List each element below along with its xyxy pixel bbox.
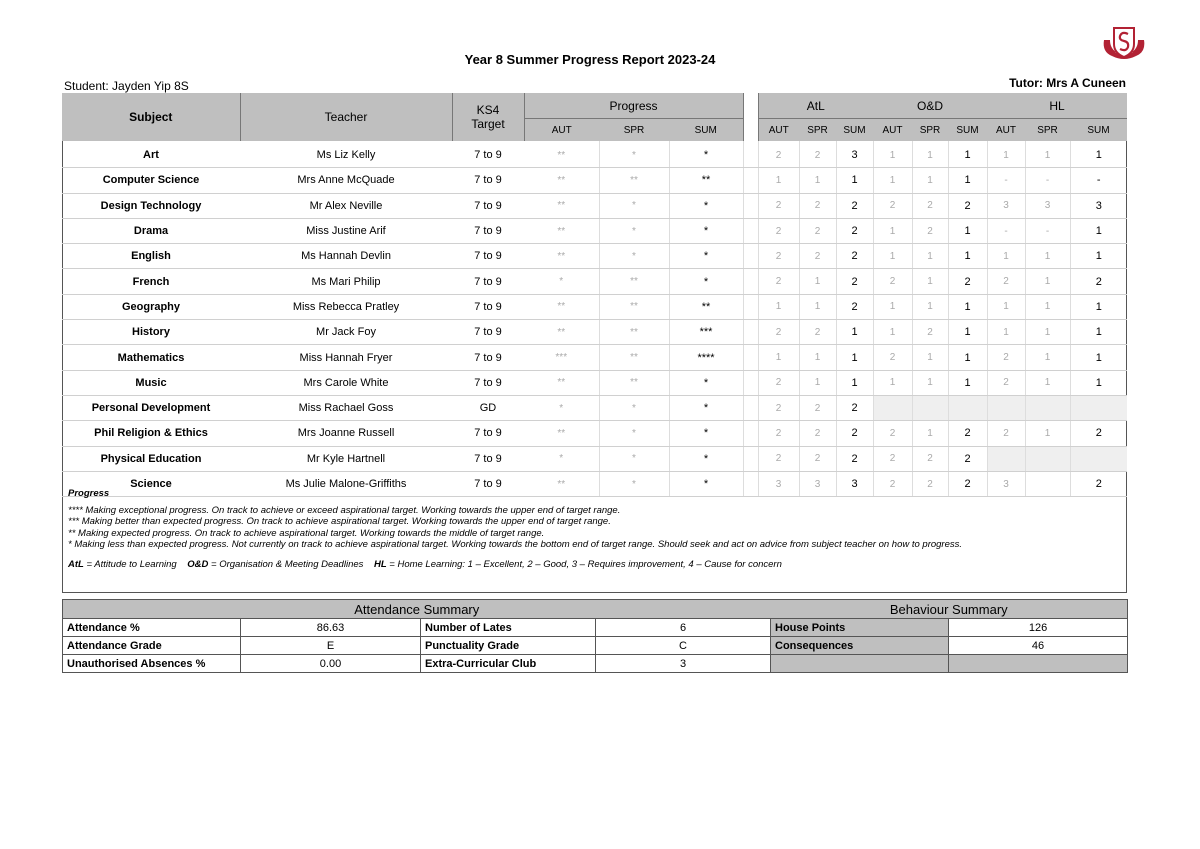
hl-spr-cell: 1 [1025,244,1070,269]
od-sum-cell: 1 [948,244,987,269]
school-crest-icon [1100,22,1148,64]
summary-table [62,599,1128,673]
od-aut-cell: 1 [873,168,912,193]
atl-aut-cell: 2 [758,269,799,294]
od-spr-cell: 1 [912,294,948,319]
progress-aut-cell: ** [524,370,599,395]
atl-aut-cell: 1 [758,168,799,193]
header-atl: AtL [758,93,873,119]
od-spr-cell: 1 [912,269,948,294]
student-name: Student: Jayden Yip 8S [64,79,189,93]
behaviour-empty-label [771,655,949,673]
progress-sum-cell: * [669,395,743,420]
consequences-label: Consequences [771,637,949,655]
progress-spr-cell: ** [599,294,669,319]
club-label: Extra-Curricular Club [421,655,596,673]
atl-aut-cell: 2 [758,421,799,446]
header-subject: Subject [62,93,240,141]
hl-sum-cell: 2 [1070,471,1127,496]
progress-aut-cell: ** [524,218,599,243]
atl-sum-cell: 3 [836,471,873,496]
hl-sum-cell: 1 [1070,244,1127,269]
target-cell: 7 to 9 [452,244,524,269]
table-row [62,218,1127,243]
subject-cell: English [62,244,240,269]
hl-spr-cell [1025,446,1070,471]
hl-spr-cell [1025,395,1070,420]
target-cell: GD [452,395,524,420]
hl-sum-cell: 1 [1070,345,1127,370]
teacher-cell: Mrs Anne McQuade [240,168,452,193]
hl-spr-cell: 1 [1025,345,1070,370]
od-aut-cell: 1 [873,218,912,243]
od-aut-cell: 1 [873,244,912,269]
teacher-cell: Ms Liz Kelly [240,141,452,168]
hl-sum-cell: 1 [1070,370,1127,395]
hl-aut-cell: 2 [987,345,1025,370]
atl-spr-cell: 2 [799,193,836,218]
atl-aut-cell: 2 [758,395,799,420]
teacher-cell: Mr Kyle Hartnell [240,446,452,471]
table-row [62,269,1127,294]
progress-spr-cell: ** [599,269,669,294]
subject-cell: Drama [62,218,240,243]
progress-sum-cell: * [669,370,743,395]
subheader-od-aut: AUT [873,119,912,142]
hl-aut-cell: 1 [987,141,1025,168]
progress-sum-cell: * [669,193,743,218]
gap-cell [743,193,758,218]
header-gap [743,93,758,141]
od-sum-cell: 2 [948,471,987,496]
table-row [62,168,1127,193]
progress-aut-cell: ** [524,471,599,496]
hl-aut-cell: 1 [987,294,1025,319]
subheader-progress-sum: SUM [669,119,743,142]
atl-spr-cell: 1 [799,269,836,294]
legend-abbreviations: AtL = Attitude to Learning O&D = Organisation & Meeting Deadlines HL = Home Learning: 1 – Excellent, 2 – Good, 3 – Requires improvement, 4 – Cause for concern [68,558,782,570]
subheader-hl-sum: SUM [1070,119,1127,142]
od-spr-cell: 2 [912,471,948,496]
od-spr-cell: 1 [912,370,948,395]
progress-spr-cell: * [599,193,669,218]
gap-cell [743,421,758,446]
od-sum-cell: 1 [948,168,987,193]
atl-spr-cell: 1 [799,168,836,193]
attendance-summary-heading: Attendance Summary [63,600,771,619]
progress-spr-cell: * [599,446,669,471]
target-cell: 7 to 9 [452,370,524,395]
target-cell: 7 to 9 [452,471,524,496]
hl-aut-cell: - [987,168,1025,193]
teacher-cell: Mr Jack Foy [240,320,452,345]
atl-spr-cell: 2 [799,218,836,243]
atl-spr-cell: 2 [799,244,836,269]
hl-sum-cell: - [1070,168,1127,193]
hl-aut-cell [987,395,1025,420]
od-sum-cell: 1 [948,370,987,395]
od-sum-cell: 2 [948,446,987,471]
attendance-grade-label: Attendance Grade [63,637,241,655]
gap-cell [743,218,758,243]
subject-cell: Geography [62,294,240,319]
od-sum-cell: 1 [948,320,987,345]
od-sum-cell: 1 [948,345,987,370]
gap-cell [743,269,758,294]
hl-spr-cell: - [1025,218,1070,243]
gap-cell [743,168,758,193]
progress-sum-cell: * [669,244,743,269]
progress-table [62,93,1127,497]
od-spr-cell: 2 [912,218,948,243]
teacher-cell: Ms Mari Philip [240,269,452,294]
progress-aut-cell: ** [524,244,599,269]
hl-sum-cell [1070,446,1127,471]
target-cell: 7 to 9 [452,345,524,370]
legend [68,488,1118,570]
legend-line-4star: **** Making exceptional progress. On track to achieve or exceed aspirational target. Working towards the upper end of target range. [68,504,621,516]
progress-aut-cell: ** [524,294,599,319]
header-od: O&D [873,93,987,119]
lates-label: Number of Lates [421,619,596,637]
gap-cell [743,320,758,345]
teacher-cell: Miss Hannah Fryer [240,345,452,370]
target-cell: 7 to 9 [452,193,524,218]
hl-spr-cell: 1 [1025,421,1070,446]
atl-spr-cell: 1 [799,294,836,319]
progress-spr-cell: ** [599,345,669,370]
target-cell: 7 to 9 [452,168,524,193]
hl-sum-cell [1070,395,1127,420]
progress-spr-cell: * [599,395,669,420]
hl-spr-cell: 3 [1025,193,1070,218]
table-row [62,345,1127,370]
attendance-label: Attendance % [63,619,241,637]
gap-cell [743,370,758,395]
teacher-cell: Mrs Carole White [240,370,452,395]
od-spr-cell [912,395,948,420]
atl-spr-cell: 2 [799,395,836,420]
od-sum-cell: 2 [948,193,987,218]
od-aut-cell: 1 [873,141,912,168]
progress-aut-cell: * [524,269,599,294]
atl-spr-cell: 1 [799,345,836,370]
target-cell: 7 to 9 [452,421,524,446]
header-ks4-target: KS4 Target [452,93,524,141]
header-teacher: Teacher [240,93,452,141]
subheader-hl-spr: SPR [1025,119,1070,142]
od-aut-cell: 2 [873,269,912,294]
teacher-cell: Mrs Joanne Russell [240,421,452,446]
atl-aut-cell: 1 [758,345,799,370]
subject-cell: History [62,320,240,345]
progress-sum-cell: *** [669,320,743,345]
atl-sum-cell: 3 [836,141,873,168]
target-cell: 7 to 9 [452,446,524,471]
progress-sum-cell: * [669,218,743,243]
attendance-value: 86.63 [241,619,421,637]
progress-sum-cell: * [669,471,743,496]
atl-sum-cell: 1 [836,168,873,193]
hl-aut-cell: 2 [987,269,1025,294]
subject-cell: Personal Development [62,395,240,420]
atl-sum-cell: 2 [836,269,873,294]
target-cell: 7 to 9 [452,218,524,243]
od-aut-cell: 2 [873,345,912,370]
punctuality-label: Punctuality Grade [421,637,596,655]
subject-cell: Art [62,141,240,168]
od-sum-cell: 1 [948,218,987,243]
od-spr-cell: 1 [912,244,948,269]
od-aut-cell: 2 [873,446,912,471]
progress-aut-cell: ** [524,193,599,218]
legend-heading: Progress [68,488,110,499]
atl-sum-cell: 1 [836,370,873,395]
progress-aut-cell: *** [524,345,599,370]
od-sum-cell [948,395,987,420]
progress-spr-cell: * [599,244,669,269]
atl-aut-cell: 2 [758,244,799,269]
punctuality-value: C [596,637,771,655]
table-row [62,395,1127,420]
hl-aut-cell: 3 [987,471,1025,496]
table-row [62,421,1127,446]
table-row [62,320,1127,345]
progress-sum-cell: ** [669,168,743,193]
atl-sum-cell: 2 [836,395,873,420]
atl-sum-cell: 2 [836,244,873,269]
subheader-od-sum: SUM [948,119,987,142]
teacher-cell: Miss Justine Arif [240,218,452,243]
unauthorised-absences-value: 0.00 [241,655,421,673]
table-row [62,446,1127,471]
header-progress: Progress [524,93,743,119]
target-cell: 7 to 9 [452,294,524,319]
target-cell: 7 to 9 [452,320,524,345]
hl-aut-cell: 1 [987,320,1025,345]
subheader-hl-aut: AUT [987,119,1025,142]
progress-spr-cell: * [599,471,669,496]
hl-spr-cell: 1 [1025,370,1070,395]
hl-sum-cell: 2 [1070,421,1127,446]
progress-sum-cell: * [669,269,743,294]
atl-sum-cell: 2 [836,421,873,446]
progress-aut-cell: ** [524,141,599,168]
atl-sum-cell: 2 [836,218,873,243]
behaviour-empty-value [949,655,1128,673]
progress-spr-cell: ** [599,370,669,395]
progress-aut-cell: * [524,446,599,471]
hl-spr-cell: 1 [1025,269,1070,294]
progress-aut-cell: * [524,395,599,420]
behaviour-summary-heading: Behaviour Summary [771,600,1128,619]
subject-cell: Phil Religion & Ethics [62,421,240,446]
gap-cell [743,294,758,319]
subheader-progress-spr: SPR [599,119,669,142]
subject-cell: Computer Science [62,168,240,193]
legend-line-1star: * Making less than expected progress. Not currently on track to achieve aspirational target. Working towards the bottom end of target range. Should seek and act on advice from subject teacher on how to progress. [68,539,963,550]
hl-spr-cell: 1 [1025,141,1070,168]
od-aut-cell [873,395,912,420]
hl-aut-cell: 1 [987,244,1025,269]
unauthorised-absences-label: Unauthorised Absences % [63,655,241,673]
legend-line-3star: *** Making better than expected progress. On track to achieve aspirational target. Working towards the upper end of target range. [68,516,611,527]
progress-spr-cell: * [599,141,669,168]
teacher-cell: Ms Julie Malone-Griffiths [240,471,452,496]
teacher-cell: Miss Rebecca Pratley [240,294,452,319]
od-aut-cell: 1 [873,370,912,395]
atl-aut-cell: 2 [758,370,799,395]
progress-aut-cell: ** [524,421,599,446]
od-aut-cell: 2 [873,421,912,446]
od-spr-cell: 2 [912,320,948,345]
od-aut-cell: 1 [873,294,912,319]
table-row [62,294,1127,319]
hl-sum-cell: 1 [1070,294,1127,319]
target-cell: 7 to 9 [452,141,524,168]
atl-aut-cell: 2 [758,218,799,243]
atl-sum-cell: 2 [836,446,873,471]
gap-cell [743,141,758,168]
subject-cell: Music [62,370,240,395]
hl-spr-cell: - [1025,168,1070,193]
lates-value: 6 [596,619,771,637]
atl-aut-cell: 2 [758,141,799,168]
table-row [62,244,1127,269]
progress-sum-cell: * [669,141,743,168]
hl-aut-cell: 3 [987,193,1025,218]
teacher-cell: Mr Alex Neville [240,193,452,218]
gap-cell [743,446,758,471]
od-spr-cell: 1 [912,141,948,168]
hl-aut-cell [987,446,1025,471]
atl-sum-cell: 2 [836,294,873,319]
hl-spr-cell: 1 [1025,294,1070,319]
subheader-od-spr: SPR [912,119,948,142]
atl-spr-cell: 1 [799,370,836,395]
od-aut-cell: 2 [873,471,912,496]
progress-sum-cell: * [669,421,743,446]
atl-aut-cell: 2 [758,446,799,471]
hl-sum-cell: 3 [1070,193,1127,218]
hl-aut-cell: 2 [987,370,1025,395]
progress-sum-cell: ** [669,294,743,319]
od-sum-cell: 2 [948,269,987,294]
subheader-atl-sum: SUM [836,119,873,142]
subheader-atl-spr: SPR [799,119,836,142]
tutor-name: Tutor: Mrs A Cuneen [1009,76,1126,90]
atl-spr-cell: 2 [799,141,836,168]
subject-cell: Physical Education [62,446,240,471]
house-points-value: 126 [949,619,1128,637]
subject-cell: Mathematics [62,345,240,370]
hl-aut-cell: - [987,218,1025,243]
od-spr-cell: 1 [912,345,948,370]
subheader-progress-aut: AUT [524,119,599,142]
gap-cell [743,345,758,370]
hl-sum-cell: 2 [1070,269,1127,294]
teacher-cell: Miss Rachael Goss [240,395,452,420]
gap-cell [743,244,758,269]
atl-sum-cell: 1 [836,320,873,345]
atl-spr-cell: 2 [799,421,836,446]
od-spr-cell: 2 [912,446,948,471]
progress-sum-cell: **** [669,345,743,370]
target-cell: 7 to 9 [452,269,524,294]
subject-cell: Design Technology [62,193,240,218]
progress-aut-cell: ** [524,168,599,193]
progress-spr-cell: * [599,421,669,446]
atl-sum-cell: 2 [836,193,873,218]
hl-spr-cell: 1 [1025,320,1070,345]
od-aut-cell: 2 [873,193,912,218]
od-sum-cell: 1 [948,141,987,168]
atl-sum-cell: 1 [836,345,873,370]
progress-spr-cell: ** [599,168,669,193]
progress-sum-cell: * [669,446,743,471]
header-hl: HL [987,93,1127,119]
gap-cell [743,395,758,420]
legend-line-2star: ** Making expected progress. On track to achieve aspirational target. Working towards the middle of target range. [68,527,545,539]
page-title: Year 8 Summer Progress Report 2023-24 [464,52,716,67]
od-spr-cell: 1 [912,168,948,193]
table-row [62,193,1127,218]
progress-spr-cell: ** [599,320,669,345]
club-value: 3 [596,655,771,673]
atl-spr-cell: 3 [799,471,836,496]
hl-sum-cell: 1 [1070,320,1127,345]
attendance-grade-value: E [241,637,421,655]
progress-aut-cell: ** [524,320,599,345]
od-aut-cell: 1 [873,320,912,345]
hl-sum-cell: 1 [1070,218,1127,243]
hl-aut-cell: 2 [987,421,1025,446]
atl-aut-cell: 2 [758,320,799,345]
table-row [62,370,1127,395]
od-sum-cell: 2 [948,421,987,446]
table-row [62,141,1127,168]
hl-sum-cell: 1 [1070,141,1127,168]
od-spr-cell: 1 [912,421,948,446]
consequences-value: 46 [949,637,1128,655]
house-points-label: House Points [771,619,949,637]
atl-aut-cell: 3 [758,471,799,496]
atl-spr-cell: 2 [799,320,836,345]
teacher-cell: Ms Hannah Devlin [240,244,452,269]
od-sum-cell: 1 [948,294,987,319]
subject-cell: Science [62,471,240,496]
atl-spr-cell: 2 [799,446,836,471]
subject-cell: French [62,269,240,294]
od-spr-cell: 2 [912,193,948,218]
atl-aut-cell: 1 [758,294,799,319]
subheader-atl-aut: AUT [758,119,799,142]
atl-aut-cell: 2 [758,193,799,218]
progress-spr-cell: * [599,218,669,243]
